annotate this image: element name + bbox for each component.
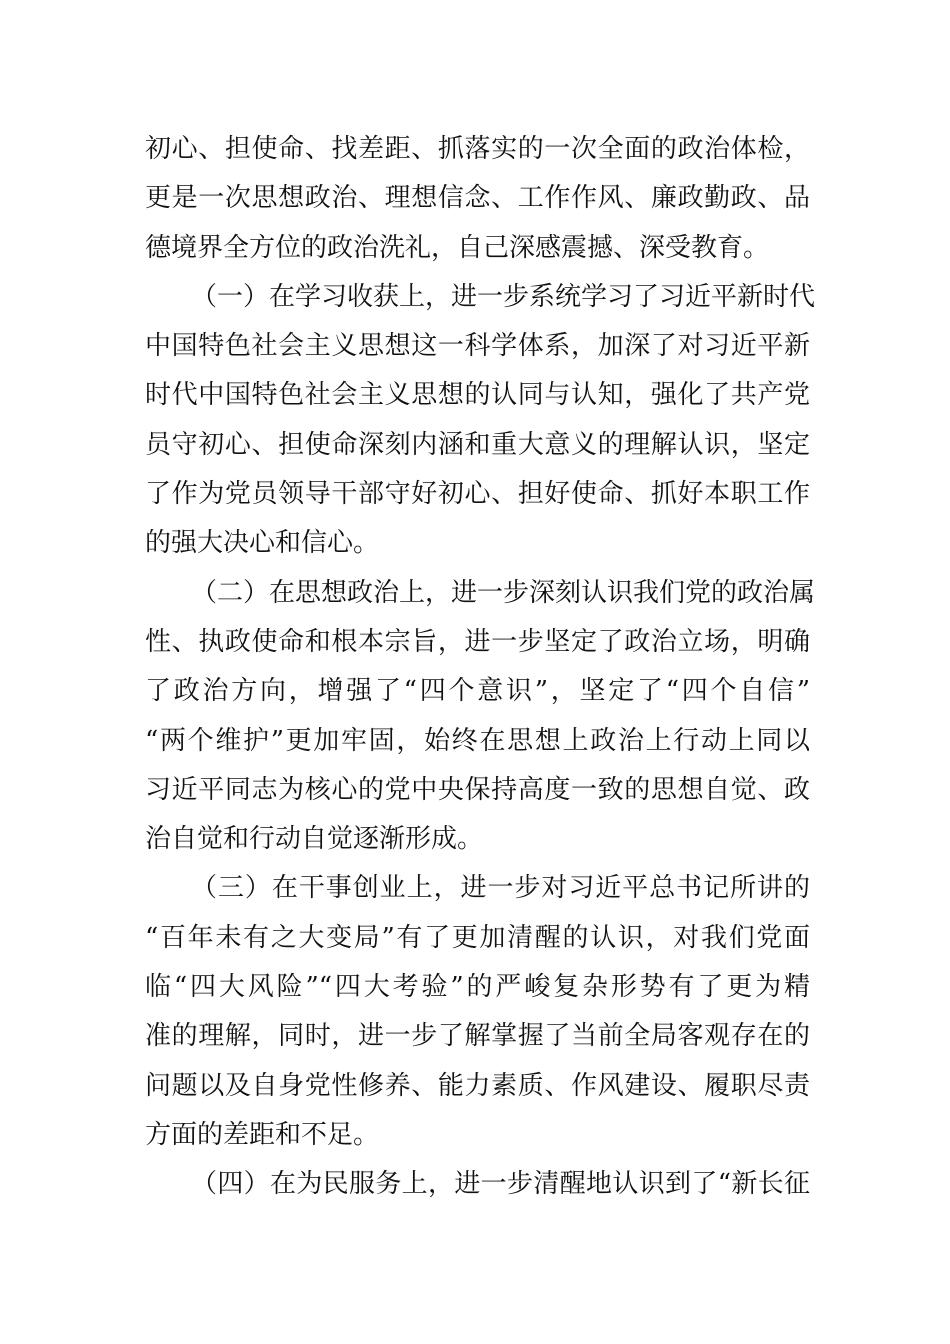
text-line: 准的理解，同时，进一步了解掌握了当前全局客观存在的: [145, 1021, 810, 1052]
text-line: （四）在为民服务上，进一步清醒地认识到了“新长征: [191, 1169, 810, 1200]
text-line: 中国特色社会主义思想这一科学体系，加深了对习近平新: [145, 331, 810, 362]
text-line: 德境界全方位的政治洗礼，自己深感震撼、深受教育。: [145, 232, 770, 263]
text-line: 时代中国特色社会主义思想的认同与认知，强化了共产党: [145, 380, 810, 411]
text-line: 临“四大风险”“四大考验”的严峻复杂形势有了更为精: [145, 972, 810, 1003]
text-line: 问题以及自身党性修养、能力素质、作风建设、履职尽责: [145, 1070, 810, 1101]
paragraph-section-4: [145, 1160, 810, 1209]
text-line: “两个维护”更加牢固，始终在思想上政治上行动上同以: [145, 725, 810, 756]
text-line: 初心、担使命、找差距、抓落实的一次全面的政治体检，: [145, 134, 810, 164]
text-line: 习近平同志为核心的党中央保持高度一致的思想自觉、政: [145, 774, 810, 805]
text-line: 的强大决心和信心。: [145, 528, 380, 559]
paragraph-section-2: [145, 569, 816, 865]
document-body: [145, 125, 816, 1210]
text-line: （二）在思想政治上，进一步深刻认识我们党的政治属: [191, 577, 816, 608]
text-line: “百年未有之大变局”有了更加清醒的认识，对我们党面: [145, 922, 810, 953]
text-line: 员守初心、担使命深刻内涵和重大意义的理解认识，坚定: [145, 429, 810, 460]
text-line: 方面的差距和不足。: [145, 1119, 380, 1150]
text-line: 治自觉和行动自觉逐渐形成。: [145, 824, 484, 855]
text-line: （三）在干事创业上，进一步对习近平总书记所讲的: [191, 873, 810, 904]
paragraph-intro: [145, 125, 810, 273]
text-line: 更是一次思想政治、理想信念、工作作风、廉政勤政、品: [145, 183, 810, 214]
text-line: 了作为党员领导干部守好初心、担好使命、抓好本职工作: [145, 479, 810, 510]
text-line: （一）在学习收获上，进一步系统学习了习近平新时代: [191, 281, 816, 312]
paragraph-section-3: [145, 864, 810, 1160]
text-line: 了政治方向，增强了“四个意识”，坚定了“四个自信”: [145, 676, 810, 707]
paragraph-section-1: [145, 273, 816, 569]
text-line: 性、执政使命和根本宗旨，进一步坚定了政治立场，明确: [145, 626, 810, 657]
